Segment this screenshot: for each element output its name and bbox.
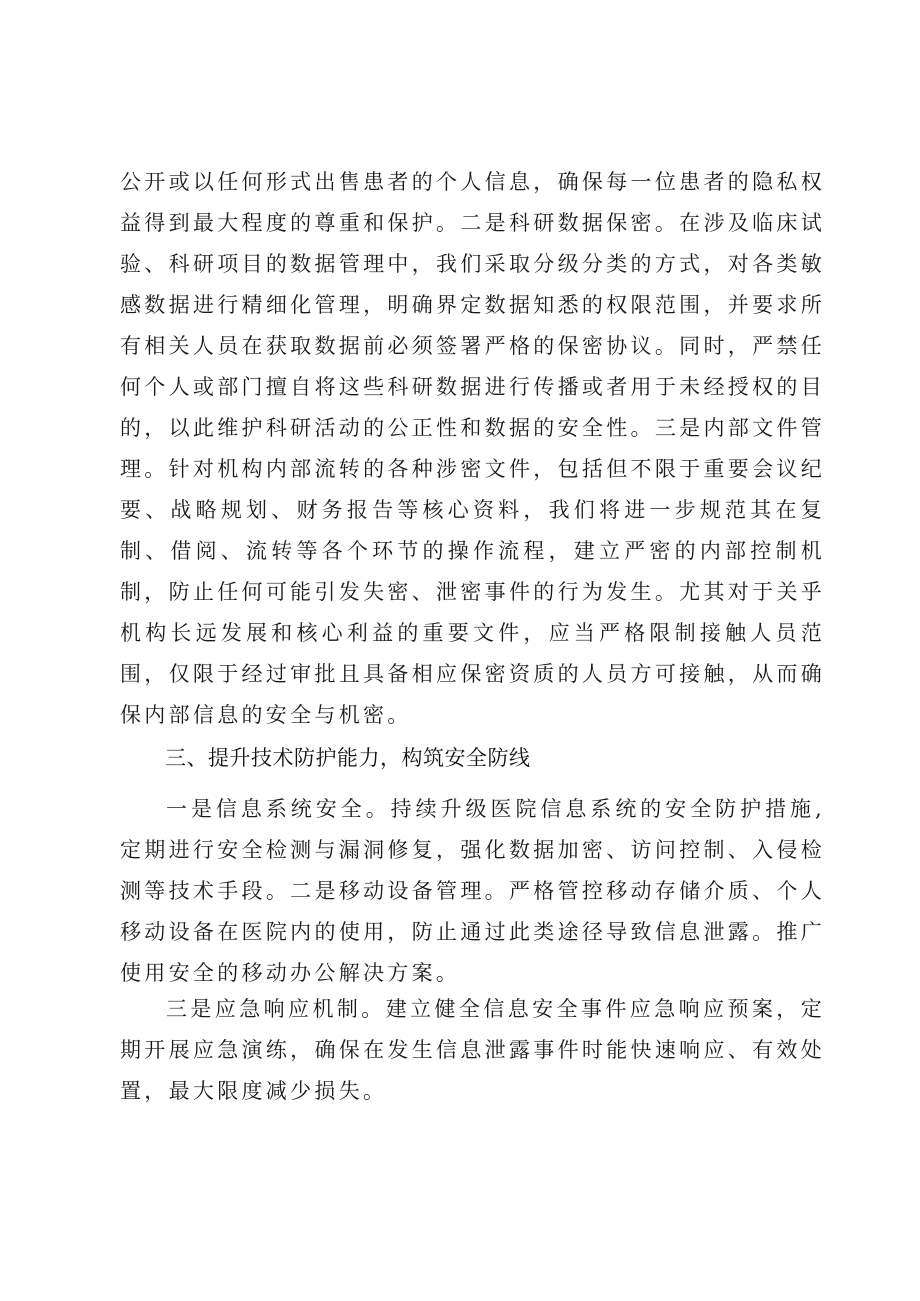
body-paragraph-information-security: 一是信息系统安全。持续升级医院信息系统的安全防护措施,定期进行安全检测与漏洞修复，强化数据加密、访问控制、入侵检测等技术手段。二是移动设备管理。严格管控移动存储介质、个人移动设备在医院内的使用，防止通过此类途径导致信息泄露。推广使用安全的移动办公解决方案。 — [120, 797, 825, 985]
body-paragraph-emergency-response: 三是应急响应机制。建立健全信息安全事件应急响应预案，定期开展应急演练，确保在发生信息泄露事件时能快速响应、有效处置，最大限度减少损失。 — [120, 997, 825, 1103]
section-heading: 三、提升技术防护能力，构筑安全防线 — [165, 746, 531, 770]
body-paragraph-continued: 公开或以任何形式出售患者的个人信息，确保每一位患者的隐私权益得到最大程度的尊重和保护。二是科研数据保密。在涉及临床试验、科研项目的数据管理中，我们采取分级分类的方式，对各类敏感数据进行精细化管理，明确界定数据知悉的权限范围，并要求所有相关人员在获取数据前必须签署严格的保密协议。同时，严禁任何个人或部门擅自将这些科研数据进行传播或者用于未经授权的目的，以此维护科研活动的公正性和数据的安全性。三是内部文件管理。针对机构内部流转的各种涉密文件，包括但不限于重要会议纪要、战略规划、财务报告等核心资料，我们将进一步规范其在复制、借阅、流转等各个环节的操作流程，建立严密的内部控制机制，防止任何可能引发失密、泄密事件的行为发生。尤其对于关乎机构长远发展和核心利益的重要文件，应当严格限制接触人员范围，仅限于经过审批且具备相应保密资质的人员方可接触，从而确保内部信息的安全与机密。 — [120, 170, 825, 727]
